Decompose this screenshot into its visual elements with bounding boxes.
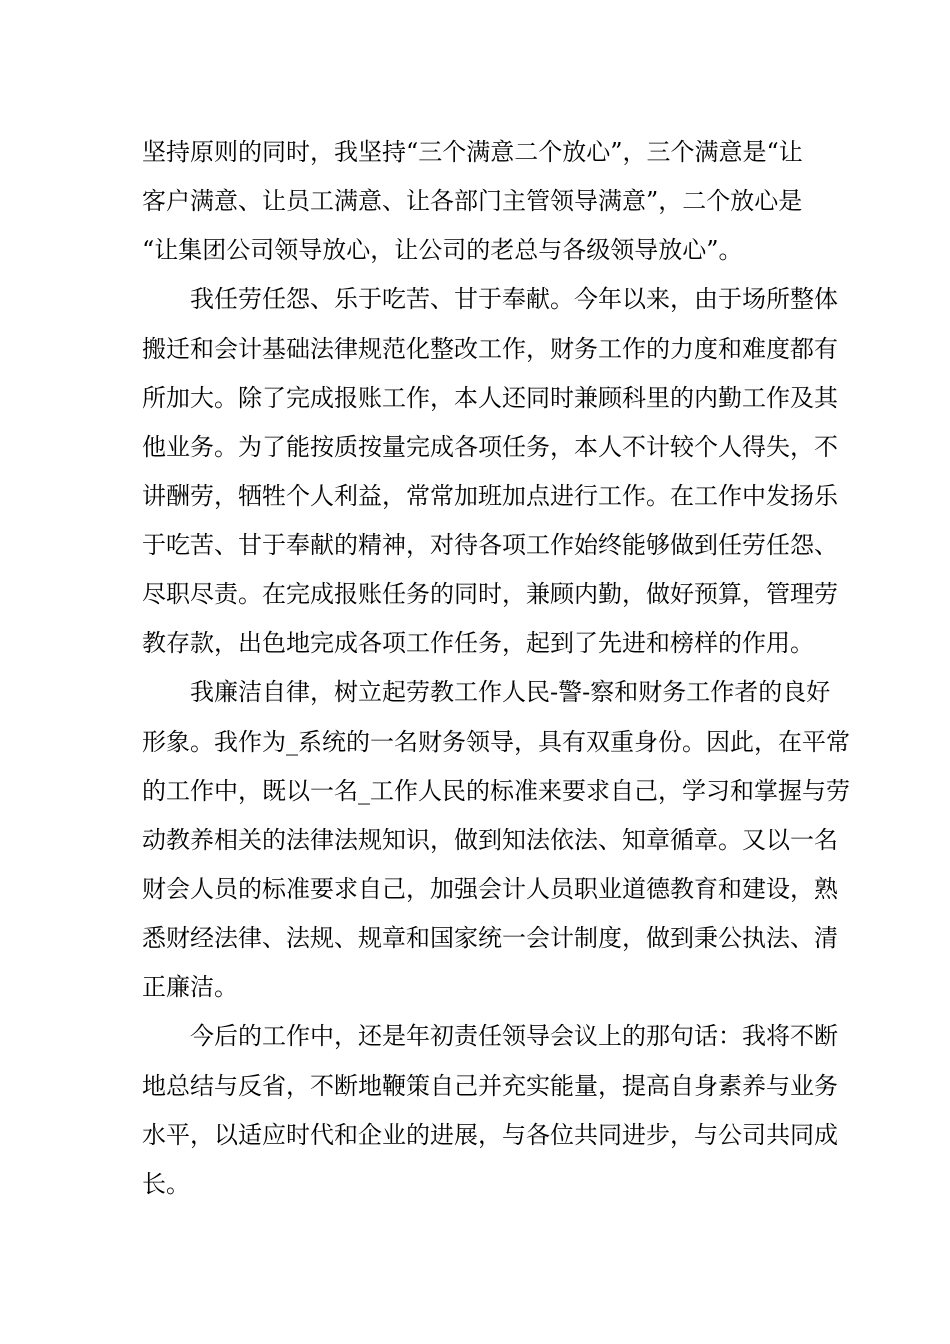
paragraph-line: 长。 — [142, 1170, 190, 1198]
paragraph-line: 坚持原则的同时，我坚持“三个满意二个放心”，三个满意是“让 — [142, 138, 803, 166]
paragraph-line: 所加大。除了完成报账工作，本人还同时兼顾科里的内勤工作及其 — [142, 384, 838, 412]
paragraph-line: 悉财经法律、法规、规章和国家统一会计制度，做到秉公执法、清 — [142, 924, 838, 952]
paragraph-line: 他业务。为了能按质按量完成各项任务，本人不计较个人得失，不 — [142, 433, 838, 461]
paragraph-line: 我任劳任怨、乐于吃苦、甘于奉献。今年以来，由于场所整体 — [190, 285, 838, 313]
paragraph-line: 我廉洁自律，树立起劳教工作人民-警-察和财务工作者的良好 — [190, 678, 831, 706]
paragraph-line: 搬迁和会计基础法律规范化整改工作，财务工作的力度和难度都有 — [142, 335, 838, 363]
paragraph-line: 教存款，出色地完成各项工作任务，起到了先进和榜样的作用。 — [142, 629, 814, 657]
paragraph-line: 客户满意、让员工满意、让各部门主管领导满意”，二个放心是 — [142, 187, 803, 215]
paragraph-line: 地总结与反省，不断地鞭策自己并充实能量，提高自身素养与业务 — [142, 1072, 838, 1100]
paragraph-line: 讲酬劳，牺牲个人利益，常常加班加点进行工作。在工作中发扬乐 — [142, 482, 838, 510]
paragraph-line: 正廉洁。 — [142, 973, 238, 1001]
paragraph-line: 水平，以适应时代和企业的进展，与各位共同进步，与公司共同成 — [142, 1121, 838, 1149]
paragraph-line: 动教养相关的法律法规知识，做到知法依法、知章循章。又以一名 — [142, 826, 838, 854]
paragraph-line: 今后的工作中，还是年初责任领导会议上的那句话：我将不断 — [190, 1022, 838, 1050]
paragraph-line: 于吃苦、甘于奉献的精神，对待各项工作始终能够做到任劳任怨、 — [142, 531, 838, 559]
paragraph-line: 的工作中，既以一名_工作人民的标准来要求自己，学习和掌握与劳 — [142, 777, 850, 805]
paragraph-line: 财会人员的标准要求自己，加强会计人员职业道德教育和建设，熟 — [142, 875, 838, 903]
paragraph-line: “让集团公司领导放心，让公司的老总与各级领导放心”。 — [142, 236, 743, 264]
paragraph-line: 形象。我作为_系统的一名财务领导，具有双重身份。因此，在平常 — [142, 728, 850, 756]
paragraph-line: 尽职尽责。在完成报账任务的同时，兼顾内勤，做好预算，管理劳 — [142, 580, 838, 608]
